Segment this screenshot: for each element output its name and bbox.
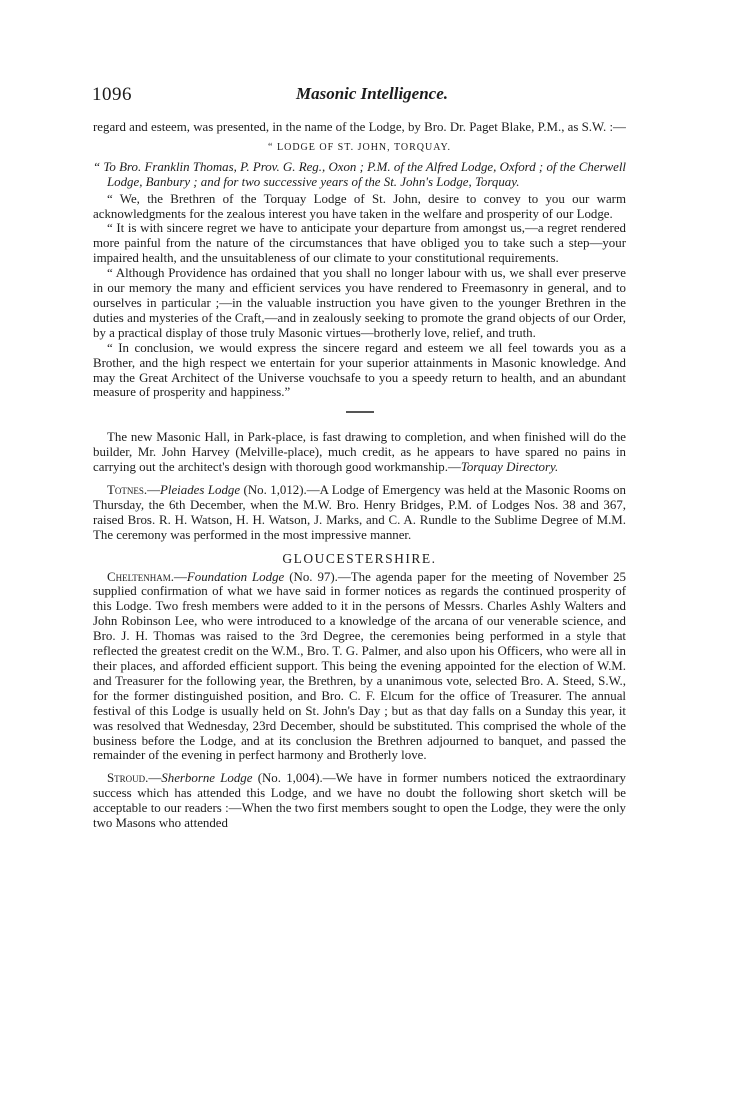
page-header	[92, 84, 652, 106]
address-recipient: “ To Bro. Franklin Thomas, P. Prov. G. Reg., Oxon ; P.M. of the Alfred Lodge, Oxford ; of the Cherwell Lodge, Banbury ; and for two successive years of the St. John's Lodge, Torquay.	[93, 159, 626, 189]
totnes-paragraph	[93, 483, 626, 543]
address-paragraph: “ In conclusion, we would express the sincere regard and esteem we all feel towards you as a Brother, and the high respect we entertain for your superior attainments in Masonic knowledge. And may the Great Architect of the Universe vouchsafe to you a speedy return to health, and an abundant measure of prosperity and happiness.”	[93, 340, 626, 400]
address-paragraph: “ We, the Brethren of the Torquay Lodge of St. John, desire to convey to you our warm acknowledgments for the zealous interest you have taken in the welfare and prosperity of our Lodge.	[93, 191, 626, 221]
totnes-dash: —	[147, 483, 160, 498]
address-heading: “ LODGE OF ST. JOHN, TORQUAY.	[268, 141, 451, 153]
stroud-paragraph	[93, 771, 626, 831]
totnes-place: Totnes.	[107, 483, 148, 498]
section-divider	[346, 411, 374, 413]
cheltenham-paragraph	[93, 570, 626, 764]
masonic-hall-paragraph	[93, 430, 626, 475]
section-heading: GLOUCESTERSHIRE.	[282, 550, 437, 566]
intro-paragraph: regard and esteem, was presented, in the name of the Lodge, by Bro. Dr. Paget Blake, P.M., as S.W. :—	[93, 120, 626, 134]
article-body	[93, 120, 626, 831]
totnes-text: (No. 1,012).—A Lodge of Emergency was held at the Masonic Rooms on Thursday, the 6th December, when the M.W. Bro. Henry Bridges, P.M. of Lodges Nos. 38 and 367, raised Bros. R. H. Watson, H. H. Watson, J. Marks, and C. A. Rundle to the Sublime Degree of M.M. The ceremony was performed in the most impressive manner.	[93, 483, 627, 542]
totnes-lodge: Pleiades Lodge	[160, 483, 241, 498]
address-paragraph: “ Although Providence has ordained that you shall no longer labour with us, we shall ever preserve in our memory the many and efficient services you have rendered to Freemasonry in general, and to ourselves in particular ;—in the valuable instruction you have given to the younger Brethren in the duties and mysteries of the Craft,—and in zealously seeking to promote the grand objects of our Order, by a practical display of those truly Masonic virtues—brotherly love, relief, and truth.	[93, 266, 626, 340]
cheltenham-lodge: Foundation Lodge	[186, 569, 285, 584]
stroud-place: Stroud.	[107, 771, 149, 786]
stroud-dash: —	[148, 771, 162, 786]
running-title: Masonic Intelligence.	[295, 84, 449, 103]
stroud-text: (No. 1,004).—We have in former numbers noticed the extraordinary success which has attended this Lodge, and we have no doubt the following short sketch will be acceptable to our readers :—When the two first members sought to open the Lodge, they were the only two Masons who attended	[93, 771, 626, 831]
masonic-hall-source: Torquay Directory.	[460, 460, 559, 475]
stroud-lodge: Sherborne Lodge	[161, 771, 253, 786]
cheltenham-place: Cheltenham.	[107, 569, 174, 584]
cheltenham-dash: —	[174, 569, 187, 584]
masonic-hall-text: The new Masonic Hall, in Park-place, is fast drawing to completion, and when finished will do the builder, Mr. John Harvey (Melville-place), much credit, as he appears to have spared no pains in carrying out the architect's design with thorough good workmanship.—	[93, 430, 626, 475]
page-number: 1096	[92, 84, 132, 105]
address-paragraph: “ It is with sincere regret we have to anticipate your departure from amongst us,—a regret rendered more painful from the nature of the circumstances that have obliged you to take such a step—your impaired health, and the unsuitableness of our climate to your constitutional requirements.	[93, 221, 626, 266]
cheltenham-text: (No. 97).—The agenda paper for the meeting of November 25 supplied confirmation of what we have said in former notices as regards the continued prosperity of this Lodge. Two fresh members were added to it in the persons of Messrs. Charles Ashly Walters and John Robinson Lee, who were introduced to a knowledge of the arcana of our venerable science, and Bro. J. H. Thomas was raised to the 3rd Degree, the ceremonies being performed in a style that reflected the greatest credit on the W.M., Bro. T. G. Palmer, and also upon his Officers, who were all in their places, and afforded efficient support. This being the evening appointed for the election of W.M. and Treasurer for the following year, the Brethren, by a unanimous vote, selected Bro. A. Steed, S.W., for the former distinguished position, and Bro. C. F. Elcum for the office of Treasurer. The annual festival of this Lodge is usually held on St. John's Day ; but as that day falls on a Sunday this year, it was resolved that Wednesday, 23rd December, should be substituted. This comprised the whole of the business before the Lodge, and at its conclusion the Brethren adjourned to banquet, and passed the remainder of the evening in perfect harmony and Brotherly love.	[93, 569, 626, 763]
